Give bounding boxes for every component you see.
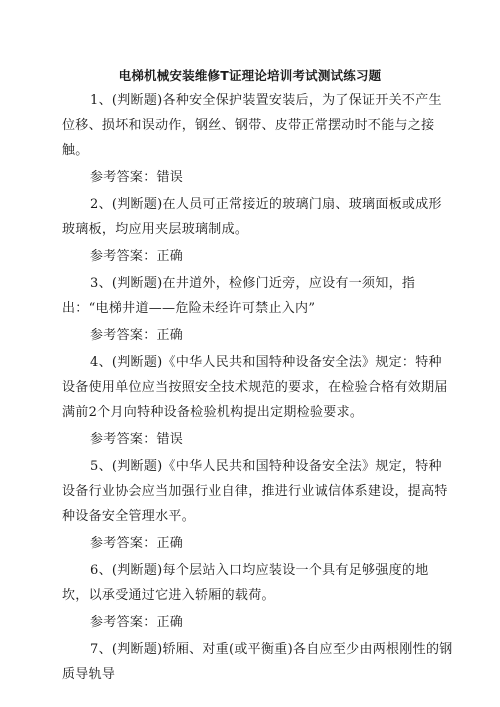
document-title: 电梯机械安装维修T证理论培训考试测试练习题	[118, 68, 382, 83]
question-4: 4、(判断题)《中华人民共和国特种设备安全法》规定：特种设备使用单位应当按照安全技术规范的要求，在检验合格有效期届满前2个月向特种设备检验机构提出定期检验要求。	[62, 355, 448, 420]
answer-3: 参考答案：正确	[90, 328, 184, 343]
answer-6: 参考答案：正确	[90, 615, 184, 630]
answer-4: 参考答案：错误	[90, 432, 184, 447]
question-3: 3、(判断题)在井道外，检修门近旁，应设有一须知，指出：“电梯井道——危险未经许可禁止入内”	[62, 276, 416, 316]
answer-1: 参考答案：错误	[90, 170, 184, 185]
question-5: 5、(判断题)《中华人民共和国特种设备安全法》规定，特种设备行业协会应当加强行业自律，推进行业诚信体系建设，提高特种设备安全管理水平。	[62, 459, 448, 524]
question-6: 6、(判断题)每个层站入口均应装设一个具有足够强度的地坎，以承受通过它进入轿厢的载荷。	[62, 563, 429, 603]
answer-2: 参考答案：正确	[90, 249, 184, 264]
question-7: 7、(判断题)轿厢、对重(或平衡重)各自应至少由两根刚性的钢质导轨导	[62, 642, 453, 682]
question-1: 1、(判断题)各种安全保护装置安装后，为了保证开关不产生位移、损坏和误动作，钢丝、钢带、皮带正常摆动时不能与之接触。	[62, 93, 442, 158]
answer-5: 参考答案：正确	[90, 536, 184, 551]
question-list	[62, 88, 454, 687]
question-2: 2、(判断题)在人员可正常接近的玻璃门扇、玻璃面板或成形玻璃板，均应用夹层玻璃制成。	[62, 197, 442, 237]
